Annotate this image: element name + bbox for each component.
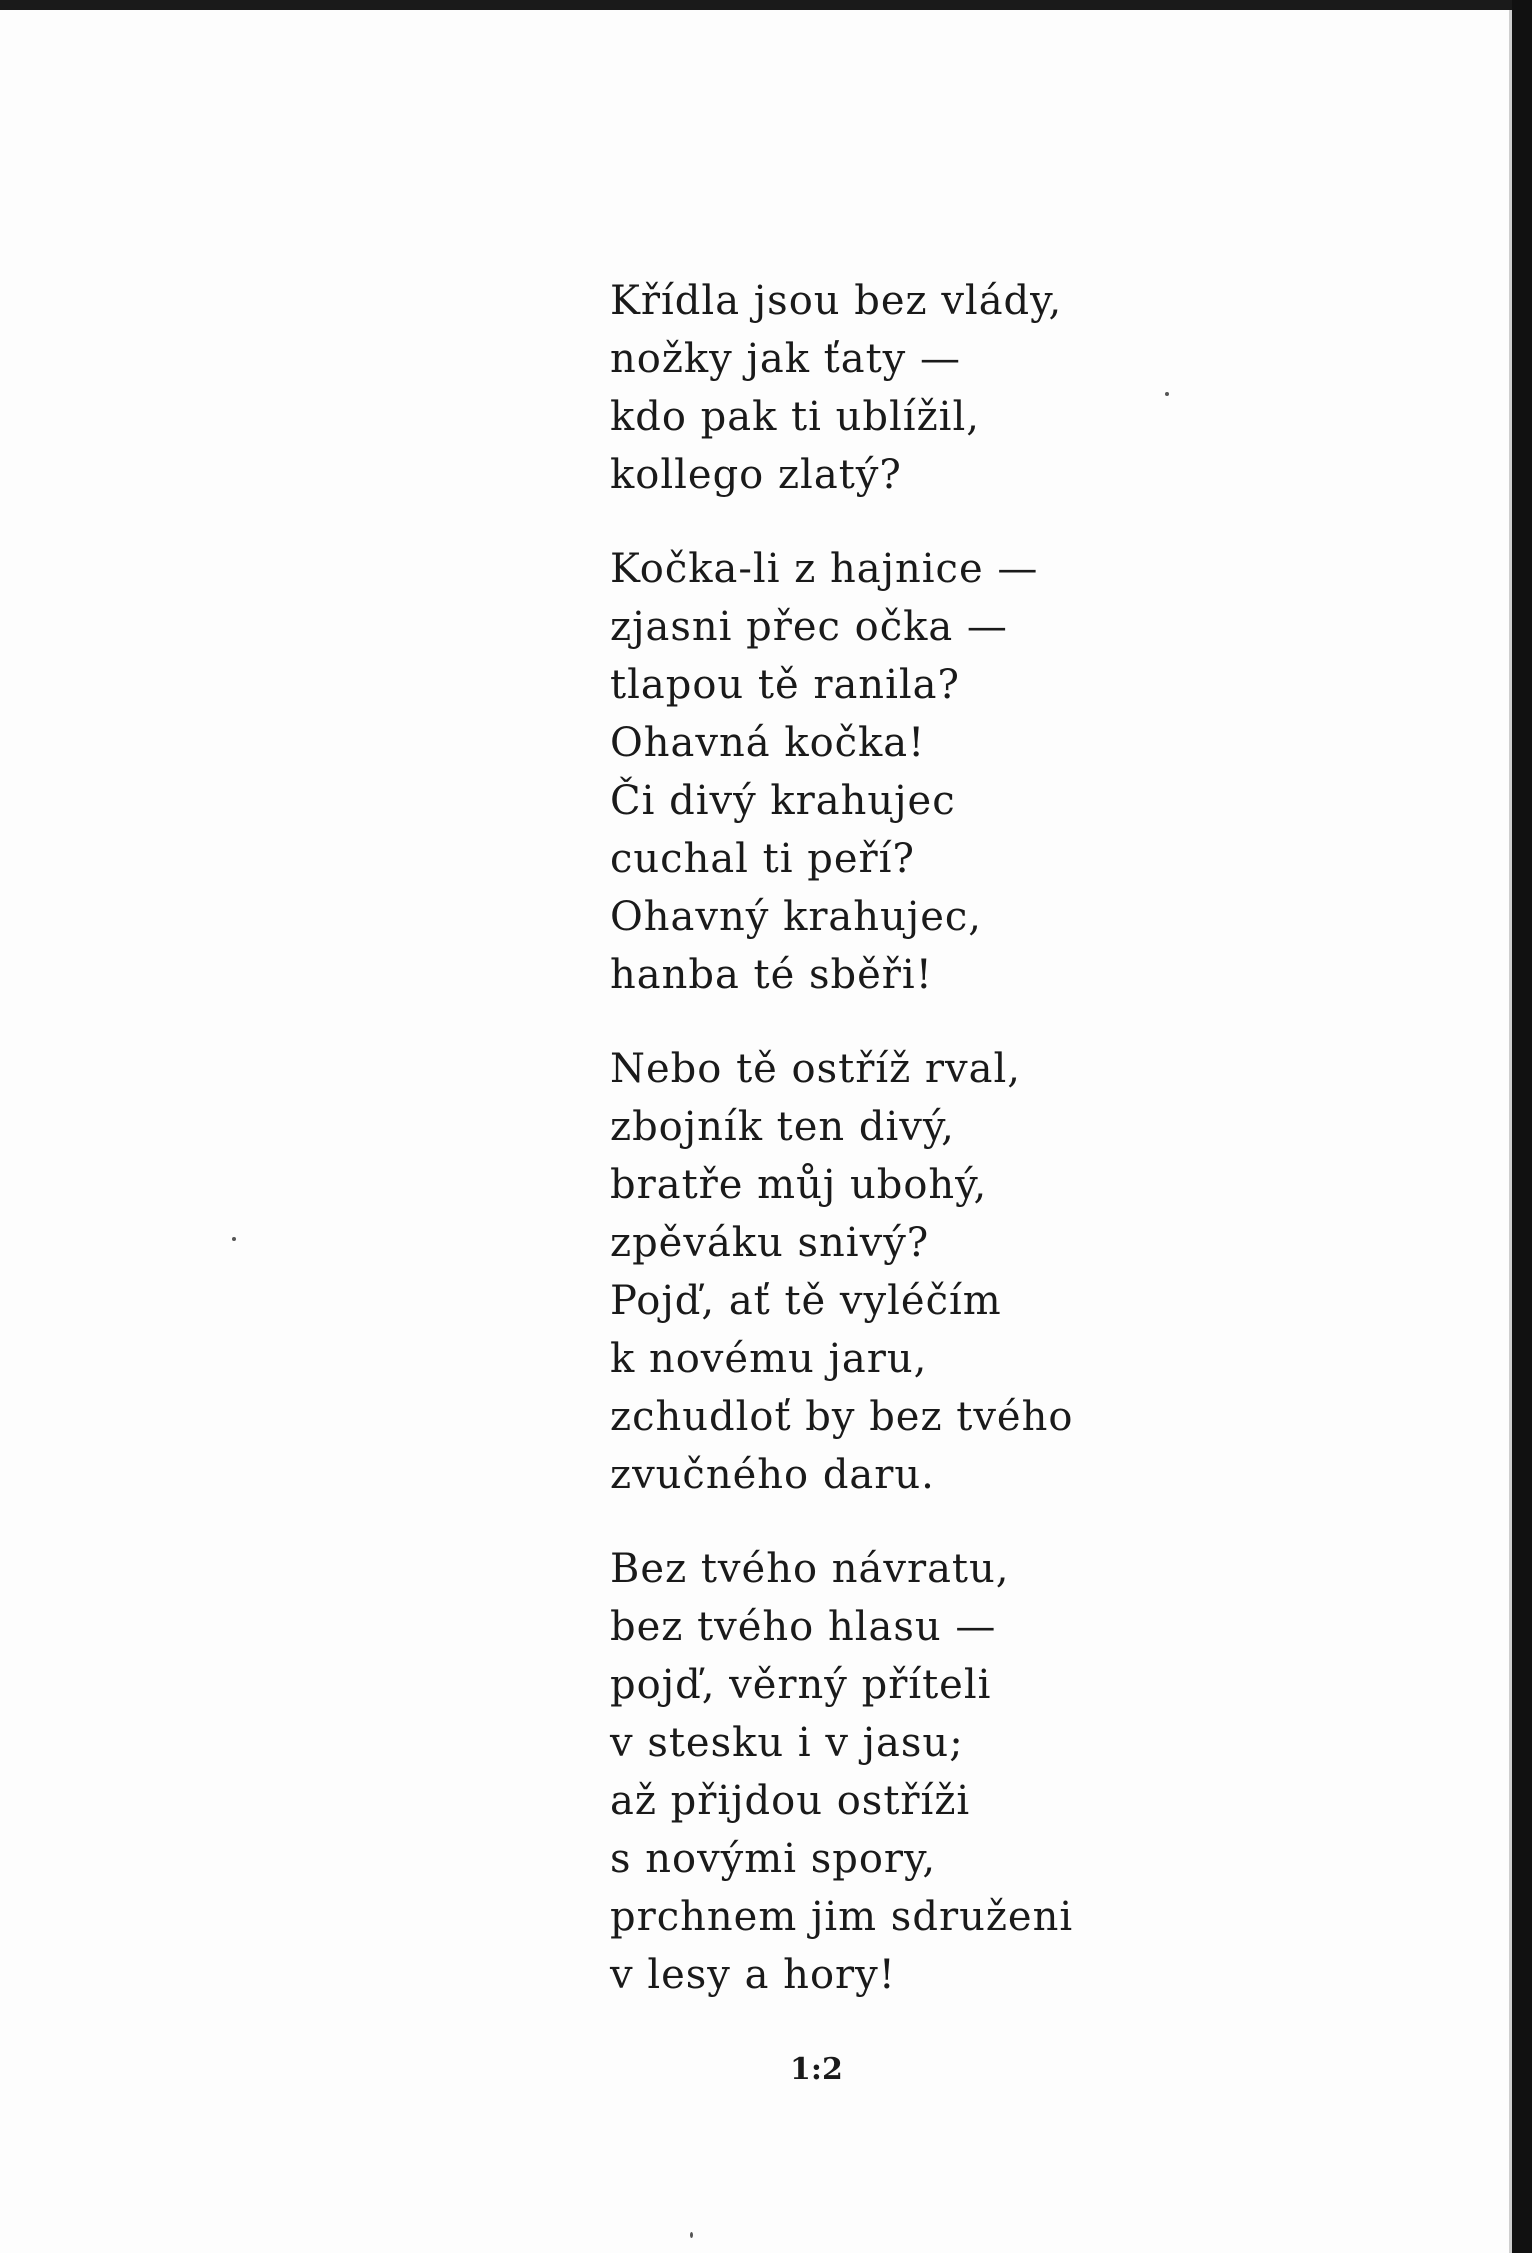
poem-line: kdo pak ti ublížil, xyxy=(610,394,980,440)
page-number: 1:2 xyxy=(790,2052,843,2087)
scan-speck xyxy=(690,2232,693,2238)
poem-line: zvučného daru. xyxy=(610,1452,935,1498)
poem-line: zchudloť by bez tvého xyxy=(610,1394,1074,1440)
poem-line: pojď, věrný příteli xyxy=(610,1662,992,1708)
poem-line: Ohavný krahujec, xyxy=(610,894,982,940)
stanza-2 xyxy=(610,540,1170,1004)
poem-line: Bez tvého návratu, xyxy=(610,1546,1010,1592)
poem-line: Křídla jsou bez vlády, xyxy=(610,278,1063,324)
stanza-3 xyxy=(610,1040,1170,1504)
poem-line: v stesku i v jasu; xyxy=(610,1720,964,1766)
poem xyxy=(610,272,1170,2040)
poem-line: zpěváku snivý? xyxy=(610,1220,930,1266)
poem-line: bratře můj ubohý, xyxy=(610,1162,988,1208)
poem-line: bez tvého hlasu — xyxy=(610,1604,997,1650)
scan-top-edge xyxy=(0,0,1532,10)
poem-line: Pojď, ať tě vyléčím xyxy=(610,1278,1002,1324)
poem-line: Nebo tě ostříž rval, xyxy=(610,1046,1021,1092)
poem-line: cuchal ti peří? xyxy=(610,836,915,882)
poem-line: nožky jak ťaty — xyxy=(610,336,961,382)
poem-line: zjasni přec očka — xyxy=(610,604,1008,650)
poem-line: Ohavná kočka! xyxy=(610,720,926,766)
poem-line: tlapou tě ranila? xyxy=(610,662,960,708)
stanza-1 xyxy=(610,272,1170,504)
poem-line: zbojník ten divý, xyxy=(610,1104,955,1150)
poem-line: Či divý krahujec xyxy=(610,778,956,824)
scan-right-edge xyxy=(1512,0,1532,2253)
poem-line: k novému jaru, xyxy=(610,1336,928,1382)
poem-line: až přijdou ostříži xyxy=(610,1778,971,1824)
poem-line: kollego zlatý? xyxy=(610,452,902,498)
stanza-4 xyxy=(610,1540,1170,2004)
poem-line: prchnem jim sdruženi xyxy=(610,1894,1074,1940)
poem-line: v lesy a hory! xyxy=(610,1952,896,1998)
poem-line: s novými spory, xyxy=(610,1836,937,1882)
poem-line: hanba té sběři! xyxy=(610,952,933,998)
poem-line: Kočka-li z hajnice — xyxy=(610,546,1039,592)
scan-speck xyxy=(232,1237,236,1241)
